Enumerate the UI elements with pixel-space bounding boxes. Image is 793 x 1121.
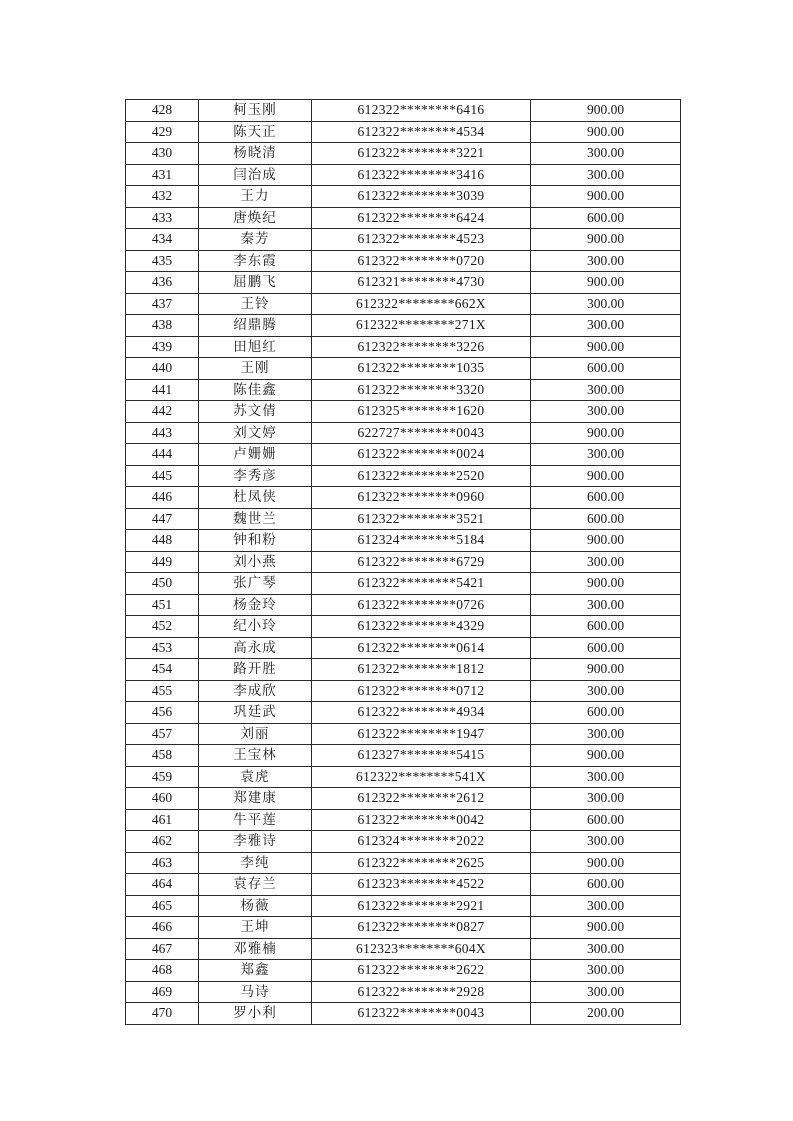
row-number: 447	[126, 508, 199, 530]
row-number: 435	[126, 250, 199, 272]
id-number: 612322********0043	[312, 1003, 531, 1025]
amount-value: 900.00	[531, 745, 681, 767]
amount-value: 300.00	[531, 250, 681, 272]
person-name: 卢姗姗	[199, 444, 312, 466]
person-name: 高永成	[199, 637, 312, 659]
id-number: 612322********271X	[312, 315, 531, 337]
row-number: 452	[126, 616, 199, 638]
amount-value: 300.00	[531, 895, 681, 917]
id-number: 612327********5415	[312, 745, 531, 767]
row-number: 454	[126, 659, 199, 681]
person-name: 屈鹏飞	[199, 272, 312, 294]
table-row	[126, 659, 681, 681]
id-number: 612322********0614	[312, 637, 531, 659]
amount-value: 600.00	[531, 358, 681, 380]
table-row	[126, 551, 681, 573]
id-number: 612322********2612	[312, 788, 531, 810]
person-name: 柯玉刚	[199, 100, 312, 122]
person-name: 陈佳鑫	[199, 379, 312, 401]
table-row	[126, 702, 681, 724]
table-row	[126, 616, 681, 638]
id-number: 612322********0720	[312, 250, 531, 272]
id-number: 612322********3416	[312, 164, 531, 186]
row-number: 430	[126, 143, 199, 165]
table-row	[126, 508, 681, 530]
amount-value: 900.00	[531, 100, 681, 122]
amount-value: 300.00	[531, 315, 681, 337]
table-row	[126, 917, 681, 939]
person-name: 唐焕纪	[199, 207, 312, 229]
row-number: 449	[126, 551, 199, 573]
row-number: 432	[126, 186, 199, 208]
row-number: 438	[126, 315, 199, 337]
amount-value: 600.00	[531, 637, 681, 659]
table-row	[126, 143, 681, 165]
id-number: 612322********6416	[312, 100, 531, 122]
person-name: 杜凤侠	[199, 487, 312, 509]
row-number: 434	[126, 229, 199, 251]
row-number: 440	[126, 358, 199, 380]
amount-value: 300.00	[531, 831, 681, 853]
id-number: 612321********4730	[312, 272, 531, 294]
table-row	[126, 788, 681, 810]
table-row	[126, 315, 681, 337]
table-row	[126, 250, 681, 272]
person-name: 罗小利	[199, 1003, 312, 1025]
person-name: 路开胜	[199, 659, 312, 681]
person-name: 王宝林	[199, 745, 312, 767]
amount-value: 900.00	[531, 229, 681, 251]
row-number: 468	[126, 960, 199, 982]
row-number: 451	[126, 594, 199, 616]
row-number: 428	[126, 100, 199, 122]
amount-value: 900.00	[531, 573, 681, 595]
table-row	[126, 573, 681, 595]
amount-value: 600.00	[531, 702, 681, 724]
person-name: 王力	[199, 186, 312, 208]
amount-value: 900.00	[531, 422, 681, 444]
table-row	[126, 895, 681, 917]
table-row	[126, 831, 681, 853]
person-name: 袁存兰	[199, 874, 312, 896]
amount-value: 900.00	[531, 336, 681, 358]
table-row	[126, 293, 681, 315]
table-row	[126, 379, 681, 401]
amount-value: 300.00	[531, 143, 681, 165]
person-name: 郑鑫	[199, 960, 312, 982]
person-name: 秦芳	[199, 229, 312, 251]
amount-value: 900.00	[531, 121, 681, 143]
row-number: 441	[126, 379, 199, 401]
id-number: 612322********3226	[312, 336, 531, 358]
row-number: 442	[126, 401, 199, 423]
amount-value: 300.00	[531, 938, 681, 960]
amount-value: 900.00	[531, 186, 681, 208]
id-number: 612322********1812	[312, 659, 531, 681]
person-name: 王刚	[199, 358, 312, 380]
amount-value: 300.00	[531, 723, 681, 745]
table-row	[126, 272, 681, 294]
amount-value: 600.00	[531, 616, 681, 638]
table-row	[126, 444, 681, 466]
row-number: 457	[126, 723, 199, 745]
amount-value: 600.00	[531, 874, 681, 896]
person-name: 巩廷武	[199, 702, 312, 724]
id-number: 612323********4522	[312, 874, 531, 896]
roster-table-body	[126, 100, 681, 1025]
id-number: 612322********3521	[312, 508, 531, 530]
amount-value: 300.00	[531, 766, 681, 788]
person-name: 李东霞	[199, 250, 312, 272]
amount-value: 900.00	[531, 852, 681, 874]
row-number: 458	[126, 745, 199, 767]
id-number: 612322********4329	[312, 616, 531, 638]
table-row	[126, 938, 681, 960]
table-row	[126, 680, 681, 702]
person-name: 马诗	[199, 981, 312, 1003]
id-number: 612322********4523	[312, 229, 531, 251]
id-number: 612322********0024	[312, 444, 531, 466]
table-row	[126, 766, 681, 788]
table-row	[126, 960, 681, 982]
id-number: 612322********2625	[312, 852, 531, 874]
person-name: 郑建康	[199, 788, 312, 810]
person-name: 牛平莲	[199, 809, 312, 831]
row-number: 436	[126, 272, 199, 294]
amount-value: 900.00	[531, 917, 681, 939]
amount-value: 300.00	[531, 960, 681, 982]
amount-value: 300.00	[531, 401, 681, 423]
table-row	[126, 852, 681, 874]
id-number: 612322********0042	[312, 809, 531, 831]
table-row	[126, 186, 681, 208]
amount-value: 300.00	[531, 379, 681, 401]
table-row	[126, 229, 681, 251]
person-name: 邓雅楠	[199, 938, 312, 960]
row-number: 444	[126, 444, 199, 466]
amount-value: 300.00	[531, 680, 681, 702]
table-row	[126, 121, 681, 143]
id-number: 612322********3221	[312, 143, 531, 165]
table-row	[126, 358, 681, 380]
id-number: 612322********541X	[312, 766, 531, 788]
row-number: 445	[126, 465, 199, 487]
id-number: 612322********4934	[312, 702, 531, 724]
row-number: 453	[126, 637, 199, 659]
roster-table	[125, 99, 681, 1025]
id-number: 612322********1947	[312, 723, 531, 745]
row-number: 460	[126, 788, 199, 810]
amount-value: 300.00	[531, 981, 681, 1003]
table-row	[126, 164, 681, 186]
row-number: 437	[126, 293, 199, 315]
person-name: 田旭红	[199, 336, 312, 358]
row-number: 448	[126, 530, 199, 552]
person-name: 杨晓清	[199, 143, 312, 165]
amount-value: 300.00	[531, 293, 681, 315]
table-row	[126, 401, 681, 423]
amount-value: 900.00	[531, 272, 681, 294]
row-number: 456	[126, 702, 199, 724]
person-name: 刘小燕	[199, 551, 312, 573]
amount-value: 600.00	[531, 207, 681, 229]
id-number: 612322********2921	[312, 895, 531, 917]
person-name: 纪小玲	[199, 616, 312, 638]
row-number: 462	[126, 831, 199, 853]
row-number: 446	[126, 487, 199, 509]
person-name: 刘文婷	[199, 422, 312, 444]
person-name: 刘丽	[199, 723, 312, 745]
person-name: 闫治成	[199, 164, 312, 186]
row-number: 429	[126, 121, 199, 143]
amount-value: 900.00	[531, 465, 681, 487]
table-row	[126, 422, 681, 444]
amount-value: 300.00	[531, 594, 681, 616]
person-name: 张广琴	[199, 573, 312, 595]
amount-value: 900.00	[531, 530, 681, 552]
row-number: 455	[126, 680, 199, 702]
id-number: 612322********2520	[312, 465, 531, 487]
person-name: 魏世兰	[199, 508, 312, 530]
row-number: 433	[126, 207, 199, 229]
table-row	[126, 207, 681, 229]
table-row	[126, 723, 681, 745]
table-row	[126, 637, 681, 659]
person-name: 王坤	[199, 917, 312, 939]
id-number: 612322********2928	[312, 981, 531, 1003]
amount-value: 300.00	[531, 551, 681, 573]
row-number: 465	[126, 895, 199, 917]
amount-value: 300.00	[531, 788, 681, 810]
person-name: 绍鼎腾	[199, 315, 312, 337]
row-number: 450	[126, 573, 199, 595]
row-number: 443	[126, 422, 199, 444]
table-row	[126, 594, 681, 616]
person-name: 杨薇	[199, 895, 312, 917]
id-number: 622727********0043	[312, 422, 531, 444]
id-number: 612323********604X	[312, 938, 531, 960]
table-row	[126, 745, 681, 767]
row-number: 431	[126, 164, 199, 186]
person-name: 钟和粉	[199, 530, 312, 552]
row-number: 459	[126, 766, 199, 788]
person-name: 袁虎	[199, 766, 312, 788]
id-number: 612322********4534	[312, 121, 531, 143]
id-number: 612322********6729	[312, 551, 531, 573]
amount-value: 900.00	[531, 659, 681, 681]
id-number: 612322********662X	[312, 293, 531, 315]
row-number: 470	[126, 1003, 199, 1025]
amount-value: 600.00	[531, 487, 681, 509]
id-number: 612322********2622	[312, 960, 531, 982]
row-number: 439	[126, 336, 199, 358]
id-number: 612324********5184	[312, 530, 531, 552]
person-name: 李纯	[199, 852, 312, 874]
amount-value: 600.00	[531, 508, 681, 530]
id-number: 612324********2022	[312, 831, 531, 853]
table-row	[126, 809, 681, 831]
id-number: 612322********1035	[312, 358, 531, 380]
row-number: 466	[126, 917, 199, 939]
id-number: 612322********0712	[312, 680, 531, 702]
table-row	[126, 465, 681, 487]
row-number: 463	[126, 852, 199, 874]
id-number: 612322********0960	[312, 487, 531, 509]
table-row	[126, 530, 681, 552]
table-row	[126, 981, 681, 1003]
row-number: 469	[126, 981, 199, 1003]
table-row	[126, 487, 681, 509]
table-row	[126, 874, 681, 896]
person-name: 陈天正	[199, 121, 312, 143]
row-number: 464	[126, 874, 199, 896]
table-row	[126, 100, 681, 122]
person-name: 苏文倩	[199, 401, 312, 423]
row-number: 467	[126, 938, 199, 960]
person-name: 杨金玲	[199, 594, 312, 616]
id-number: 612322********6424	[312, 207, 531, 229]
id-number: 612325********1620	[312, 401, 531, 423]
id-number: 612322********3320	[312, 379, 531, 401]
person-name: 王铃	[199, 293, 312, 315]
person-name: 李成欣	[199, 680, 312, 702]
table-row	[126, 336, 681, 358]
id-number: 612322********0726	[312, 594, 531, 616]
amount-value: 600.00	[531, 809, 681, 831]
person-name: 李雅诗	[199, 831, 312, 853]
id-number: 612322********0827	[312, 917, 531, 939]
table-row	[126, 1003, 681, 1025]
person-name: 李秀彦	[199, 465, 312, 487]
id-number: 612322********3039	[312, 186, 531, 208]
row-number: 461	[126, 809, 199, 831]
amount-value: 300.00	[531, 164, 681, 186]
amount-value: 300.00	[531, 444, 681, 466]
id-number: 612322********5421	[312, 573, 531, 595]
amount-value: 200.00	[531, 1003, 681, 1025]
